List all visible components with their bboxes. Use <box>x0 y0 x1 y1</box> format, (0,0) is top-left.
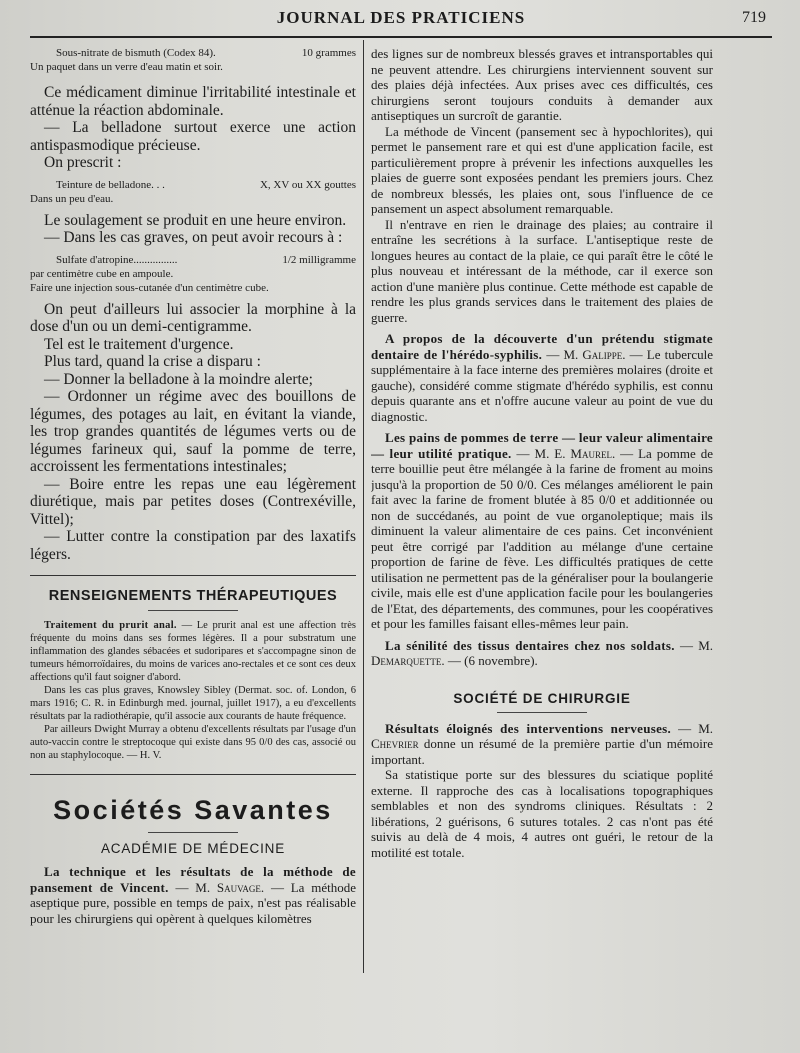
paragraph: — Lutter contre la constipation par des laxatifs légers. <box>30 528 356 563</box>
rx-dose: 1/2 milligramme <box>282 253 356 266</box>
article-senilite <box>371 638 713 669</box>
subsection-heading: ACADÉMIE DE MÉDECINE <box>100 841 286 856</box>
paragraph: — Ordonner un régime avec des bouillons de légumes, des potages au lait, en évitant la viande, les trop grandes quantités de légumes verts ou de légumes farineux qui, sauf la pomme de terre, accroissent les fermentations intestinales; <box>30 388 356 475</box>
paragraph: Il n'entrave en rien le drainage des plaies; au contraire il entraîne les secrétions à la surface. L'antiseptique reste de longues heures au contact de la plaie, ce qui paraît être le côté le plus nouveau et intéressant de la méthode, car il exerce son action d'une manière plus continue. Cette méthode est capable de rendre les plus grands services dans le traitement des plaies de guerre. <box>371 216 713 325</box>
article-body: — La méthode aseptique pure, possible en temps de paix, n'est pas réalisable pour les chirurgiens qui opèrent à quelques kilomètres <box>30 879 356 926</box>
paragraph: des lignes sur de nombreux blessés graves et intransportables qui ne peuvent attendre. Les chirurgiens interviennent souvent sur des plaies déjà infectées. Aux prises avec ces difficultés, ces chirurgiens seront toujours conduits à demander aux antiseptiques un surcroît de garantie. <box>371 46 713 123</box>
article-body: — Le tubercule supplémentaire à la face interne des premières molaires (droite et gauche), considéré comme stigmate d'hérédo syphilis, est connu depuis quarante ans et n'offre aucune valeur au point de vue du diagnostic. <box>371 346 713 424</box>
prescription-atropine <box>30 253 356 267</box>
prescription-belladone <box>30 178 356 192</box>
article-body: donne un résumé de la première partie d'un mémoire important. <box>371 736 713 767</box>
prescription-bismuth <box>30 46 356 60</box>
paragraph: Par ailleurs Dwight Murray a obtenu d'excellents résultats par l'usage d'un auto-vaccin contre le streptocoque qui existe dans 95 0/0 des cas, associé ou non au staphylocoque. — H. V. <box>30 724 356 761</box>
paragraph: — Donner la belladone à la moindre alerte; <box>44 370 313 388</box>
rx-instruction: Dans un peu d'eau. <box>30 192 114 205</box>
column-divider <box>363 40 364 973</box>
rx-dose: X, XV ou XX gouttes <box>259 178 356 191</box>
paragraph: La méthode de Vincent (pansement sec à hypochlorites), qui permet le pansement rare et qui est d'une application facile, est particulièrement propre à prévenir les infections auxquelles les plaies de guerre sont exposées pendant les premiers jours. Chez de nombreux blessés, les plaies ont, sous l'influence de ce pansement un aspect absolument remarquable. <box>371 123 713 216</box>
article-title: La sénilité des tissus dentaires chez nos soldats. <box>385 637 675 653</box>
paragraph: On peut d'ailleurs lui associer la morphine à la dose d'un ou un demi-centigramme. <box>30 300 356 335</box>
article-title: A propos de la découverte d'un prétendu stigmate dentaire de l'hérédo-syphilis. <box>371 331 713 362</box>
paragraph: Sa statistique porte sur des blessures du sciatique poplité externe. Il rapproche des cas à localisations topographiques semblables et non des syndroms cliniques. Résultats : 2 libérations, 2 guérisons, 6 sutures totales. 2 cas n'ont pas été suivis au delà de 4 mois, 4 autres ont guéri, le retour de la motilité est totale. <box>371 767 713 860</box>
rx-instruction: Faire une injection sous-cutanée d'un centimètre cube. <box>30 281 269 294</box>
article-vincent <box>30 864 356 926</box>
rx-drug: Sous-nitrate de bismuth (Codex 84). <box>56 47 216 59</box>
article-prurit <box>30 619 356 684</box>
article-title: Traitement du prurit anal. <box>44 620 177 631</box>
article-body: — La pomme de terre bouillie peut être mélangée à la farine de froment au moins jusqu'à la proportion de 50 0/0. Ces mélanges améliorent le pain fait avec la farine de froment blutée à 85 0/0 et additionnée ou non de succédanés, au point de vue organoleptique; mais ils diminuent la valeur alimentaire de ces pains. Cet inconvénient peut être corrigé par l'addition au mélange d'une certaine proportion de farine de fève. Les difficultés pratiques de cette utilisation ne permettent pas de la généraliser pour la boulangerie civile, mais elle est d'une application facile pour les boulangeries de l'Etat, des départements, des communes, pour les coopératives et pour les familles faisant elles-mêmes leur pain. <box>371 445 713 631</box>
article-title: Résultats éloignés des interventions nerveuses. <box>385 720 672 736</box>
article-title: La technique et les résultats de la méthode de pansement de Vincent. <box>30 864 356 895</box>
article-pains <box>371 430 713 632</box>
short-rule <box>148 832 238 833</box>
journal-title: JOURNAL DES PRATICIENS <box>276 8 526 27</box>
short-rule <box>148 610 238 611</box>
article-stigmate <box>371 331 713 424</box>
section-rule <box>30 575 356 576</box>
article-body: — Le prurit anal est une affection très fréquente du moins dans ses formes légères. Il a pour substratum une inflammation des glandes sébacées et sudoripares et s'accompagne sinon de tumeurs hémorroïdaires, du moins de varices ano-rectales et ce sont ces deux affections qu'il faut soigner d'abord. <box>30 620 356 683</box>
rx-instruction: Un paquet dans un verre d'eau matin et soir. <box>30 61 223 73</box>
rx-instruction: par centimètre cube en ampoule. <box>30 267 174 280</box>
paragraph: — Boire entre les repas une eau légèrement diurétique, mais par petites doses (Contrexéville, Vittel); <box>30 475 356 528</box>
short-rule <box>497 712 587 713</box>
article-author: — M. E. Maurel. <box>511 445 616 461</box>
header-rule <box>30 36 772 38</box>
rx-drug: Teinture de belladone. . . <box>56 178 165 191</box>
page-header <box>30 8 772 36</box>
paragraph: Dans les cas plus graves, Knowsley Sibley (Dermat. soc. of. London, 6 mars 1916; C. R. in Edinburgh med. journal, juillet 1917), a eu d'excellents résultats par la radiothérapie, qu'il associe aux courants de haute fréquence. <box>30 685 356 722</box>
paragraph: Plus tard, quand la crise a disparu : <box>44 353 261 370</box>
paragraph: — La belladone surtout exerce une action antispasmodique précieuse. <box>30 119 356 154</box>
right-column <box>371 46 713 860</box>
section-rule <box>30 774 356 775</box>
article-title: Les pains de pommes de terre — leur valeur alimentaire — leur utilité pratique. <box>371 430 713 461</box>
paragraph: Le soulagement se produit en une heure environ. <box>44 211 347 229</box>
rx-drug: Sulfate d'atropine................ <box>56 253 178 266</box>
article-resultats <box>371 721 713 768</box>
paragraph: On prescrit : <box>44 154 122 171</box>
paragraph: Tel est le traitement d'urgence. <box>44 335 234 353</box>
article-author: — M. Chevrier <box>371 720 713 751</box>
paragraph: — Dans les cas graves, on peut avoir recours à : <box>44 229 343 246</box>
article-author: — M. Galippe. <box>542 346 626 362</box>
left-column <box>30 46 356 926</box>
subsection-heading: SOCIÉTÉ DE CHIRURGIE <box>453 690 631 706</box>
section-heading: RENSEIGNEMENTS THÉRAPEUTIQUES <box>48 588 338 604</box>
article-author: — M. Demarquette. <box>371 637 713 668</box>
paragraph: Ce médicament diminue l'irritabilité intestinale et atténue la réaction abdominale. <box>30 84 356 119</box>
article-author: — M. Sauvage. <box>168 879 265 895</box>
article-body: — (6 novembre). <box>444 653 538 668</box>
section-heading-large: Sociétés Savantes <box>53 795 333 825</box>
page-number: 719 <box>742 9 766 26</box>
rx-dose: 10 grammes <box>301 47 356 59</box>
